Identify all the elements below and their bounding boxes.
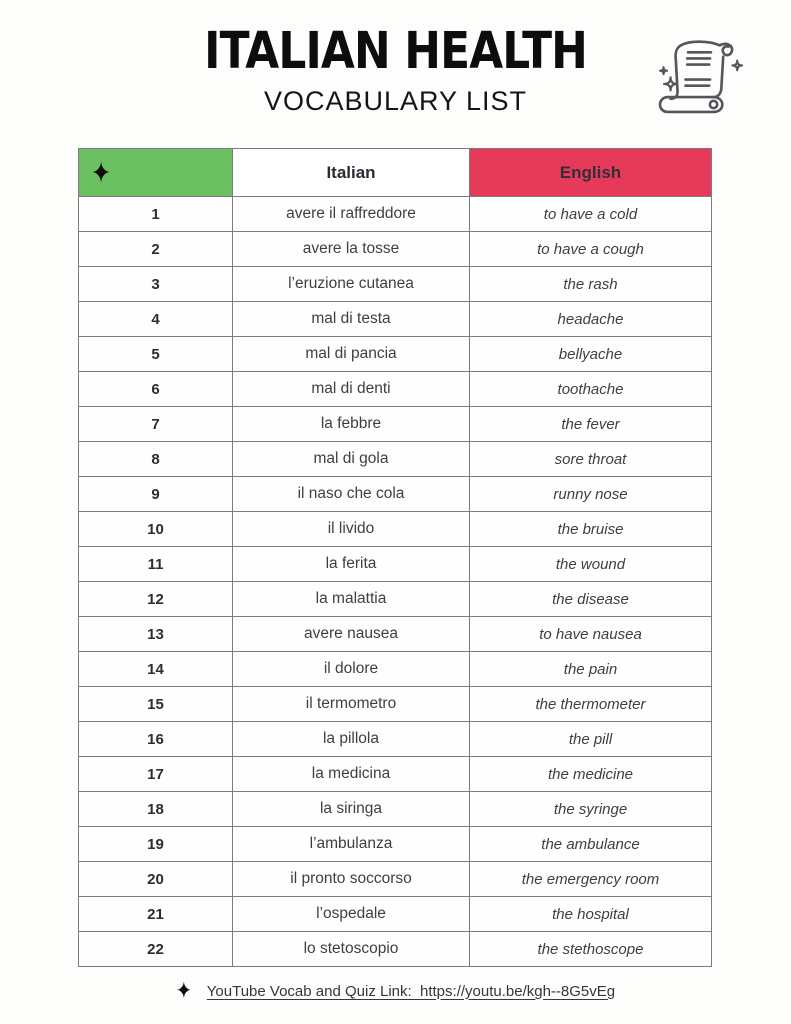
row-number: 5 (79, 337, 233, 372)
english-term: the stethoscope (470, 932, 712, 967)
italian-term: l’ospedale (233, 897, 470, 932)
table-row (79, 722, 712, 757)
row-number: 13 (79, 617, 233, 652)
english-term: the hospital (470, 897, 712, 932)
vocab-table (78, 148, 712, 967)
table-row (79, 932, 712, 967)
english-term: the medicine (470, 757, 712, 792)
vocab-table-body (79, 197, 712, 967)
row-number: 17 (79, 757, 233, 792)
table-row (79, 582, 712, 617)
row-number: 20 (79, 862, 233, 897)
english-term: to have a cold (470, 197, 712, 232)
english-term: toothache (470, 372, 712, 407)
table-row (79, 232, 712, 267)
italian-term: l’eruzione cutanea (233, 267, 470, 302)
italian-term: il dolore (233, 652, 470, 687)
italian-term: la medicina (233, 757, 470, 792)
table-row (79, 897, 712, 932)
italian-term: avere la tosse (233, 232, 470, 267)
table-row (79, 652, 712, 687)
table-row (79, 827, 712, 862)
scroll-with-sparkles-icon (646, 26, 746, 126)
header-cell-english: English (470, 149, 712, 197)
english-term: the ambulance (470, 827, 712, 862)
row-number: 2 (79, 232, 233, 267)
italian-term: mal di testa (233, 302, 470, 337)
italian-term: il pronto soccorso (233, 862, 470, 897)
table-row (79, 197, 712, 232)
table-row (79, 792, 712, 827)
italian-term: la febbre (233, 407, 470, 442)
table-row (79, 687, 712, 722)
table-row (79, 862, 712, 897)
table-row (79, 512, 712, 547)
italian-term: la malattia (233, 582, 470, 617)
page-subtitle: VOCABULARY LIST (263, 86, 528, 117)
youtube-quiz-link[interactable]: YouTube Vocab and Quiz Link: https://youtu.be/kgh--8G5vEg (206, 982, 616, 1000)
row-number: 14 (79, 652, 233, 687)
page-title-text: ITALIAN HEALTH (204, 22, 587, 81)
table-row (79, 477, 712, 512)
row-number: 11 (79, 547, 233, 582)
table-row (79, 337, 712, 372)
sparkle-star-icon: ✦ (175, 977, 192, 1005)
english-term: the rash (470, 267, 712, 302)
header-cell-number (79, 149, 233, 197)
english-term: the syringe (470, 792, 712, 827)
table-row (79, 757, 712, 792)
row-number: 10 (79, 512, 233, 547)
english-term: sore throat (470, 442, 712, 477)
row-number: 9 (79, 477, 233, 512)
table-row (79, 302, 712, 337)
english-term: the thermometer (470, 687, 712, 722)
row-number: 15 (79, 687, 233, 722)
table-row (79, 442, 712, 477)
row-number: 21 (79, 897, 233, 932)
english-term: the emergency room (470, 862, 712, 897)
row-number: 12 (79, 582, 233, 617)
english-term: the wound (470, 547, 712, 582)
english-term: the pill (470, 722, 712, 757)
italian-term: la pillola (233, 722, 470, 757)
english-term: the pain (470, 652, 712, 687)
italian-term: il naso che cola (233, 477, 470, 512)
row-number: 22 (79, 932, 233, 967)
italian-term: il termometro (233, 687, 470, 722)
table-row (79, 617, 712, 652)
english-term: the disease (470, 582, 712, 617)
header-cell-italian: Italian (233, 149, 470, 197)
document-header (0, 0, 791, 117)
table-row (79, 267, 712, 302)
italian-term: la ferita (233, 547, 470, 582)
table-row (79, 407, 712, 442)
english-term: the bruise (470, 512, 712, 547)
italian-term: mal di pancia (233, 337, 470, 372)
sparkle-star-icon: ✦ (91, 155, 112, 190)
english-term: headache (470, 302, 712, 337)
italian-term: mal di gola (233, 442, 470, 477)
english-term: the fever (470, 407, 712, 442)
italian-term: lo stetoscopio (233, 932, 470, 967)
table-row (79, 372, 712, 407)
table-header-row (79, 149, 712, 197)
row-number: 3 (79, 267, 233, 302)
row-number: 19 (79, 827, 233, 862)
italian-term: la siringa (233, 792, 470, 827)
table-row (79, 547, 712, 582)
italian-term: mal di denti (233, 372, 470, 407)
row-number: 6 (79, 372, 233, 407)
english-term: bellyache (470, 337, 712, 372)
english-term: to have a cough (470, 232, 712, 267)
english-term: to have nausea (470, 617, 712, 652)
row-number: 4 (79, 302, 233, 337)
italian-term: avere il raffreddore (233, 197, 470, 232)
italian-term: il livido (233, 512, 470, 547)
english-term: runny nose (470, 477, 712, 512)
row-number: 18 (79, 792, 233, 827)
row-number: 1 (79, 197, 233, 232)
row-number: 16 (79, 722, 233, 757)
row-number: 8 (79, 442, 233, 477)
italian-term: avere nausea (233, 617, 470, 652)
italian-term: l’ambulanza (233, 827, 470, 862)
document-footer (0, 977, 791, 1005)
row-number: 7 (79, 407, 233, 442)
